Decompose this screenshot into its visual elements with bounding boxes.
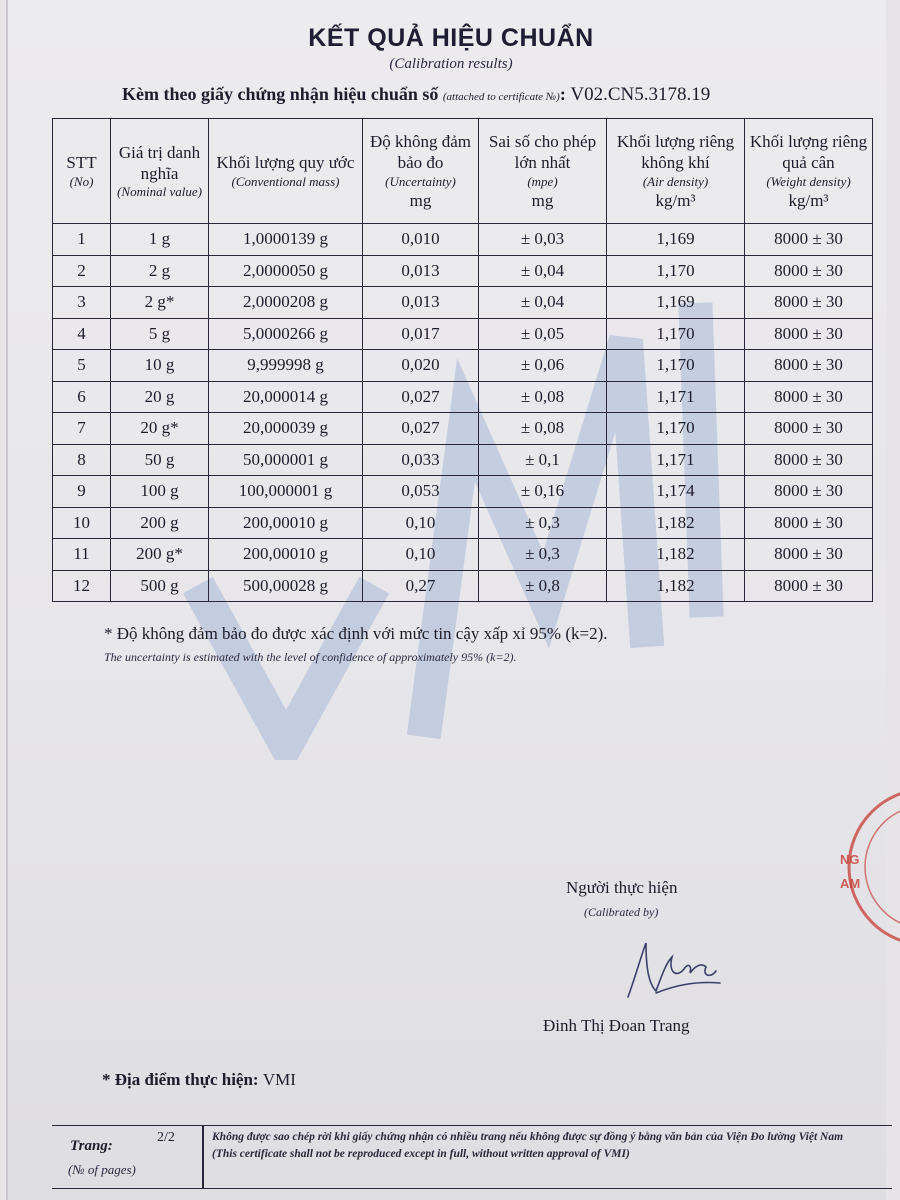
- table-cell: 50,000001 g: [209, 444, 363, 476]
- table-row: [53, 224, 873, 256]
- table-cell: 8000 ± 30: [745, 350, 873, 382]
- column-header-4: [363, 119, 479, 224]
- table-row: [53, 570, 873, 602]
- table-cell: 500 g: [111, 570, 209, 602]
- table-cell: ± 0,08: [479, 381, 607, 413]
- location-label: * Địa điểm thực hiện:: [102, 1070, 259, 1089]
- column-header-label: Khối lượng riêng quả cân: [749, 132, 868, 173]
- table-row: [53, 413, 873, 445]
- table-row: [53, 507, 873, 539]
- table-cell: 1,182: [607, 570, 745, 602]
- table-cell: 8000 ± 30: [745, 287, 873, 319]
- table-cell: 4: [53, 318, 111, 350]
- certificate-reference: [122, 84, 710, 106]
- table-cell: 8000 ± 30: [745, 318, 873, 350]
- column-header-unit: kg/m³: [655, 190, 696, 210]
- table-cell: 1,182: [607, 539, 745, 571]
- column-header-unit: mg: [409, 190, 432, 210]
- table-row: [53, 255, 873, 287]
- table-cell: 8000 ± 30: [745, 413, 873, 445]
- certificate-number: V02.CN5.3178.19: [570, 84, 711, 105]
- table-cell: ± 0,08: [479, 413, 607, 445]
- footer-divider: [202, 1126, 204, 1188]
- copy-notice: [212, 1129, 900, 1162]
- table-cell: 0,027: [363, 413, 479, 445]
- table-header-row: [53, 119, 873, 224]
- table-cell: ± 0,8: [479, 570, 607, 602]
- copy-notice-vi: Không được sao chép rời khi giấy chứng nhận có nhiều trang nếu không được sự đồng ý bằng văn bản của Viện Đo lường Việt Nam: [212, 1131, 844, 1143]
- column-header-label-en: (No): [69, 173, 94, 189]
- table-row: [53, 381, 873, 413]
- table-cell: 1,170: [607, 255, 745, 287]
- table-row: [53, 444, 873, 476]
- table-cell: 1,169: [607, 224, 745, 256]
- table-cell: 1,0000139 g: [209, 224, 363, 256]
- page-edge: [6, 0, 8, 1200]
- table-cell: 5,0000266 g: [209, 318, 363, 350]
- table-cell: 3: [53, 287, 111, 319]
- table-cell: 1,174: [607, 476, 745, 508]
- table-cell: 8000 ± 30: [745, 507, 873, 539]
- page-label: Trang:: [70, 1138, 113, 1154]
- table-cell: 20,000039 g: [209, 413, 363, 445]
- column-header-label: Giá trị danh nghĩa: [118, 142, 201, 183]
- table-cell: 200 g*: [111, 539, 209, 571]
- table-cell: 0,013: [363, 287, 479, 319]
- table-cell: 500,00028 g: [209, 570, 363, 602]
- table-cell: 0,033: [363, 444, 479, 476]
- page-label-en: (№ of pages): [68, 1162, 136, 1177]
- table-cell: 0,27: [363, 570, 479, 602]
- table-row: [53, 287, 873, 319]
- column-header-7: [745, 119, 873, 224]
- table-cell: 12: [53, 570, 111, 602]
- column-header-label: STT: [66, 153, 97, 173]
- table-cell: 5: [53, 350, 111, 382]
- column-header-label-en: (Air density): [642, 173, 709, 189]
- column-header-label-en: (Nominal value): [117, 184, 202, 200]
- page-title: KẾT QUẢ HIỆU CHUẨN: [308, 24, 594, 52]
- table-row: [53, 318, 873, 350]
- table-cell: 1,182: [607, 507, 745, 539]
- table-cell: 1,170: [607, 413, 745, 445]
- table-cell: 50 g: [111, 444, 209, 476]
- table-cell: 20,000014 g: [209, 381, 363, 413]
- table-cell: 0,020: [363, 350, 479, 382]
- table-cell: ± 0,06: [479, 350, 607, 382]
- column-header-label: Khối lượng quy ước: [216, 153, 355, 173]
- table-row: [53, 539, 873, 571]
- uncertainty-note-en: The uncertainty is estimated with the level of confidence of approximately 95% (k=2).: [104, 650, 517, 664]
- table-cell: 1,171: [607, 381, 745, 413]
- table-cell: 2,0000208 g: [209, 287, 363, 319]
- table-cell: 8000 ± 30: [745, 476, 873, 508]
- attached-label: Kèm theo giấy chứng nhận hiệu chuẩn số: [122, 84, 439, 104]
- table-cell: 0,10: [363, 539, 479, 571]
- table-cell: 9: [53, 476, 111, 508]
- table-cell: 0,053: [363, 476, 479, 508]
- table-row: [53, 350, 873, 382]
- table-cell: 7: [53, 413, 111, 445]
- table-cell: 20 g*: [111, 413, 209, 445]
- table-cell: ± 0,16: [479, 476, 607, 508]
- table-cell: 8000 ± 30: [745, 224, 873, 256]
- column-header-1: [53, 119, 111, 224]
- attached-label-en: (attached to certificate №): [442, 91, 560, 103]
- table-cell: ± 0,1: [479, 444, 607, 476]
- table-cell: ± 0,05: [479, 318, 607, 350]
- table-cell: 5 g: [111, 318, 209, 350]
- table-cell: 100 g: [111, 476, 209, 508]
- uncertainty-note: * Độ không đảm bảo đo được xác định với mức tin cậy xấp xỉ 95% (k=2).: [104, 624, 608, 643]
- table-cell: 1,171: [607, 444, 745, 476]
- table-cell: 11: [53, 539, 111, 571]
- table-cell: 200,00010 g: [209, 539, 363, 571]
- signer-name: Đinh Thị Đoan Trang: [543, 1016, 690, 1035]
- table-cell: 0,010: [363, 224, 479, 256]
- table-cell: 8000 ± 30: [745, 255, 873, 287]
- table-cell: 6: [53, 381, 111, 413]
- table-cell: 10 g: [111, 350, 209, 382]
- table-cell: 0,017: [363, 318, 479, 350]
- page-footer: [52, 1125, 892, 1189]
- column-header-unit: mg: [531, 190, 554, 210]
- table-cell: 20 g: [111, 381, 209, 413]
- column-header-label: Độ không đảm bảo đo: [369, 132, 472, 173]
- column-header-3: [209, 119, 363, 224]
- copy-notice-en: (This certificate shall not be reproduced except in full, without written approval of VMI): [212, 1147, 630, 1160]
- table-cell: 8000 ± 30: [745, 444, 873, 476]
- table-cell: ± 0,04: [479, 255, 607, 287]
- column-header-label-en: (Weight density): [766, 173, 851, 189]
- table-cell: 100,000001 g: [209, 476, 363, 508]
- location-value: VMI: [262, 1070, 296, 1089]
- column-header-unit: kg/m³: [788, 190, 829, 210]
- table-row: [53, 476, 873, 508]
- table-cell: 0,10: [363, 507, 479, 539]
- table-cell: 9,999998 g: [209, 350, 363, 382]
- column-header-label-en: (mpe): [527, 173, 558, 189]
- svg-text:AM: AM: [840, 876, 861, 891]
- table-cell: 1,170: [607, 318, 745, 350]
- table-cell: 0,027: [363, 381, 479, 413]
- calibration-location: [102, 1070, 296, 1090]
- column-header-label: Sai số cho phép lớn nhất: [488, 132, 597, 173]
- table-cell: 8000 ± 30: [745, 570, 873, 602]
- table-cell: ± 0,3: [479, 539, 607, 571]
- attached-colon: :: [559, 84, 566, 104]
- table-body: [53, 224, 873, 602]
- table-cell: 200,00010 g: [209, 507, 363, 539]
- certificate-page: [6, 0, 886, 1200]
- official-stamp: [832, 782, 900, 952]
- table-cell: 10: [53, 507, 111, 539]
- table-cell: 2 g*: [111, 287, 209, 319]
- column-header-label-en: (Uncertainty): [385, 173, 456, 189]
- calibrated-by-label-en: (Calibrated by): [584, 905, 659, 919]
- table-cell: 8000 ± 30: [745, 539, 873, 571]
- table-cell: 2 g: [111, 255, 209, 287]
- svg-text:NG: NG: [840, 852, 860, 867]
- column-header-2: [111, 119, 209, 224]
- table-cell: ± 0,03: [479, 224, 607, 256]
- column-header-label: Khối lượng riêng không khí: [616, 132, 735, 173]
- handwritten-signature: [616, 935, 726, 1005]
- table-cell: 0,013: [363, 255, 479, 287]
- column-header-5: [479, 119, 607, 224]
- table-cell: 1,170: [607, 350, 745, 382]
- table-cell: 1 g: [111, 224, 209, 256]
- table-cell: 2,0000050 g: [209, 255, 363, 287]
- calibrated-by-label: Người thực hiện: [566, 878, 678, 897]
- table-cell: 8: [53, 444, 111, 476]
- column-header-label-en: (Conventional mass): [231, 173, 340, 189]
- table-cell: 2: [53, 255, 111, 287]
- page-subtitle: (Calibration results): [389, 56, 513, 72]
- table-cell: 1: [53, 224, 111, 256]
- column-header-6: [607, 119, 745, 224]
- table-cell: 1,169: [607, 287, 745, 319]
- table-cell: ± 0,04: [479, 287, 607, 319]
- calibration-table: [52, 118, 873, 602]
- table-cell: ± 0,3: [479, 507, 607, 539]
- page-number: 2/2: [157, 1130, 175, 1145]
- table-cell: 200 g: [111, 507, 209, 539]
- table-cell: 8000 ± 30: [745, 381, 873, 413]
